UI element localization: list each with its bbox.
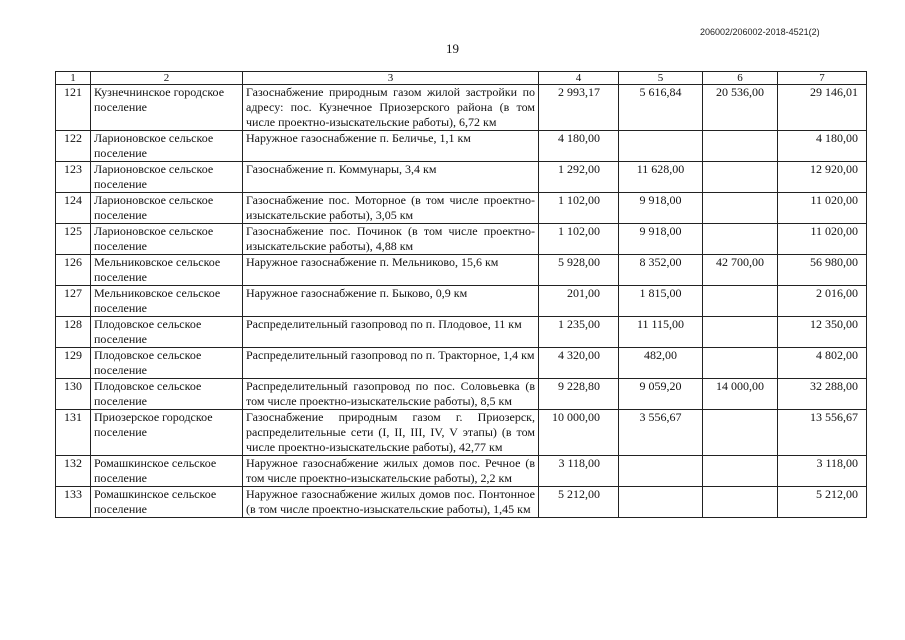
- table-row: [56, 348, 867, 379]
- amount-total: 4 802,00: [778, 348, 867, 379]
- row-number: 132: [56, 456, 91, 487]
- table-row: [56, 162, 867, 193]
- row-number: 125: [56, 224, 91, 255]
- col-header-1: 1: [56, 72, 91, 85]
- row-number: 124: [56, 193, 91, 224]
- row-number: 121: [56, 85, 91, 131]
- row-number: 130: [56, 379, 91, 410]
- table-row: [56, 224, 867, 255]
- project-description: Наружное газоснабжение п. Мельниково, 15,6 км: [243, 255, 539, 286]
- amount-col-6: [703, 487, 778, 518]
- document-id: 206002/206002-2018-4521(2): [700, 27, 820, 37]
- table-row: [56, 379, 867, 410]
- settlement-name: Мельниковское сельское поселение: [91, 255, 243, 286]
- col-header-2: 2: [91, 72, 243, 85]
- table-row: [56, 487, 867, 518]
- settlement-name: Ромашкинское сельское поселение: [91, 456, 243, 487]
- settlement-name: Мельниковское сельское поселение: [91, 286, 243, 317]
- project-description: Распределительный газопровод по п. Тракторное, 1,4 км: [243, 348, 539, 379]
- col-header-6: 6: [703, 72, 778, 85]
- amount-col-6: [703, 162, 778, 193]
- page-number: 19: [446, 41, 459, 56]
- settlement-name: Ромашкинское сельское поселение: [91, 487, 243, 518]
- amount-col-6: 42 700,00: [703, 255, 778, 286]
- amount-col-6: [703, 193, 778, 224]
- project-description: Наружное газоснабжение п. Быково, 0,9 км: [243, 286, 539, 317]
- amount-total: 12 920,00: [778, 162, 867, 193]
- amount-total: 12 350,00: [778, 317, 867, 348]
- amount-total: 2 016,00: [778, 286, 867, 317]
- table-row: [56, 193, 867, 224]
- row-number: 133: [56, 487, 91, 518]
- amount-col-4: 1 102,00: [539, 193, 619, 224]
- amount-total: 4 180,00: [778, 131, 867, 162]
- col-header-3: 3: [243, 72, 539, 85]
- project-description: Наружное газоснабжение жилых домов пос. Речное (в том числе проектно-изыскательские работы), 2,2 км: [243, 456, 539, 487]
- amount-col-4: 201,00: [539, 286, 619, 317]
- amount-col-6: [703, 456, 778, 487]
- project-description: Газоснабжение природным газом г. Приозерск, распределительные сети (I, II, III, IV, V этапы) (в том числе проектно-изыскательские работы), 42,77 км: [243, 410, 539, 456]
- amount-col-5: [619, 131, 703, 162]
- amount-col-6: [703, 224, 778, 255]
- amount-col-5: 8 352,00: [619, 255, 703, 286]
- amount-col-4: 1 102,00: [539, 224, 619, 255]
- amount-total: 29 146,01: [778, 85, 867, 131]
- settlement-name: Плодовское сельское поселение: [91, 348, 243, 379]
- amount-col-5: 1 815,00: [619, 286, 703, 317]
- amount-col-4: 4 320,00: [539, 348, 619, 379]
- col-header-5: 5: [619, 72, 703, 85]
- settlement-name: Приозерское городское поселение: [91, 410, 243, 456]
- amount-col-4: 10 000,00: [539, 410, 619, 456]
- amount-col-5: 5 616,84: [619, 85, 703, 131]
- row-number: 127: [56, 286, 91, 317]
- table-row: [56, 317, 867, 348]
- amount-col-4: 3 118,00: [539, 456, 619, 487]
- gas-supply-table: [55, 71, 867, 518]
- project-description: Газоснабжение п. Коммунары, 3,4 км: [243, 162, 539, 193]
- amount-total: 3 118,00: [778, 456, 867, 487]
- amount-col-6: [703, 286, 778, 317]
- amount-col-6: 20 536,00: [703, 85, 778, 131]
- project-description: Наружное газоснабжение п. Беличье, 1,1 км: [243, 131, 539, 162]
- amount-col-4: 5 212,00: [539, 487, 619, 518]
- amount-col-5: 482,00: [619, 348, 703, 379]
- amount-col-4: 5 928,00: [539, 255, 619, 286]
- row-number: 131: [56, 410, 91, 456]
- amount-col-4: 4 180,00: [539, 131, 619, 162]
- amount-col-5: 11 628,00: [619, 162, 703, 193]
- project-description: Газоснабжение природным газом жилой застройки по адресу: пос. Кузнечное Приозерского района (в том числе проектно-изыскательские работы), 6,72 км: [243, 85, 539, 131]
- amount-total: 32 288,00: [778, 379, 867, 410]
- settlement-name: Ларионовское сельское поселение: [91, 162, 243, 193]
- row-number: 128: [56, 317, 91, 348]
- project-description: Газоснабжение пос. Моторное (в том числе проектно-изыскательские работы), 3,05 км: [243, 193, 539, 224]
- project-description: Распределительный газопровод по пос. Соловьевка (в том числе проектно-изыскательские работы), 8,5 км: [243, 379, 539, 410]
- settlement-name: Ларионовское сельское поселение: [91, 131, 243, 162]
- amount-col-5: 9 059,20: [619, 379, 703, 410]
- settlement-name: Ларионовское сельское поселение: [91, 193, 243, 224]
- table-row: [56, 131, 867, 162]
- amount-col-6: [703, 410, 778, 456]
- amount-col-4: 1 235,00: [539, 317, 619, 348]
- row-number: 123: [56, 162, 91, 193]
- amount-col-6: [703, 317, 778, 348]
- amount-total: 5 212,00: [778, 487, 867, 518]
- table-row: [56, 255, 867, 286]
- amount-col-6: [703, 131, 778, 162]
- row-number: 126: [56, 255, 91, 286]
- amount-col-5: 9 918,00: [619, 224, 703, 255]
- col-header-7: 7: [778, 72, 867, 85]
- table-row: [56, 456, 867, 487]
- project-description: Распределительный газопровод по п. Плодовое, 11 км: [243, 317, 539, 348]
- amount-col-5: 9 918,00: [619, 193, 703, 224]
- project-description: Газоснабжение пос. Починок (в том числе проектно-изыскательские работы), 4,88 км: [243, 224, 539, 255]
- table-row: [56, 85, 867, 131]
- amount-col-5: [619, 487, 703, 518]
- amount-total: 11 020,00: [778, 193, 867, 224]
- settlement-name: Ларионовское сельское поселение: [91, 224, 243, 255]
- table-row: [56, 286, 867, 317]
- settlement-name: Плодовское сельское поселение: [91, 317, 243, 348]
- amount-total: 56 980,00: [778, 255, 867, 286]
- amount-col-4: 2 993,17: [539, 85, 619, 131]
- row-number: 122: [56, 131, 91, 162]
- row-number: 129: [56, 348, 91, 379]
- amount-total: 11 020,00: [778, 224, 867, 255]
- project-description: Наружное газоснабжение жилых домов пос. Понтонное (в том числе проектно-изыскательские работы), 1,45 км: [243, 487, 539, 518]
- settlement-name: Кузнечнинское городское поселение: [91, 85, 243, 131]
- amount-col-5: [619, 456, 703, 487]
- amount-col-4: 9 228,80: [539, 379, 619, 410]
- amount-total: 13 556,67: [778, 410, 867, 456]
- amount-col-6: [703, 348, 778, 379]
- settlement-name: Плодовское сельское поселение: [91, 379, 243, 410]
- amount-col-5: 3 556,67: [619, 410, 703, 456]
- amount-col-4: 1 292,00: [539, 162, 619, 193]
- col-header-4: 4: [539, 72, 619, 85]
- amount-col-5: 11 115,00: [619, 317, 703, 348]
- table-row: [56, 410, 867, 456]
- amount-col-6: 14 000,00: [703, 379, 778, 410]
- table-header-row: [56, 72, 867, 85]
